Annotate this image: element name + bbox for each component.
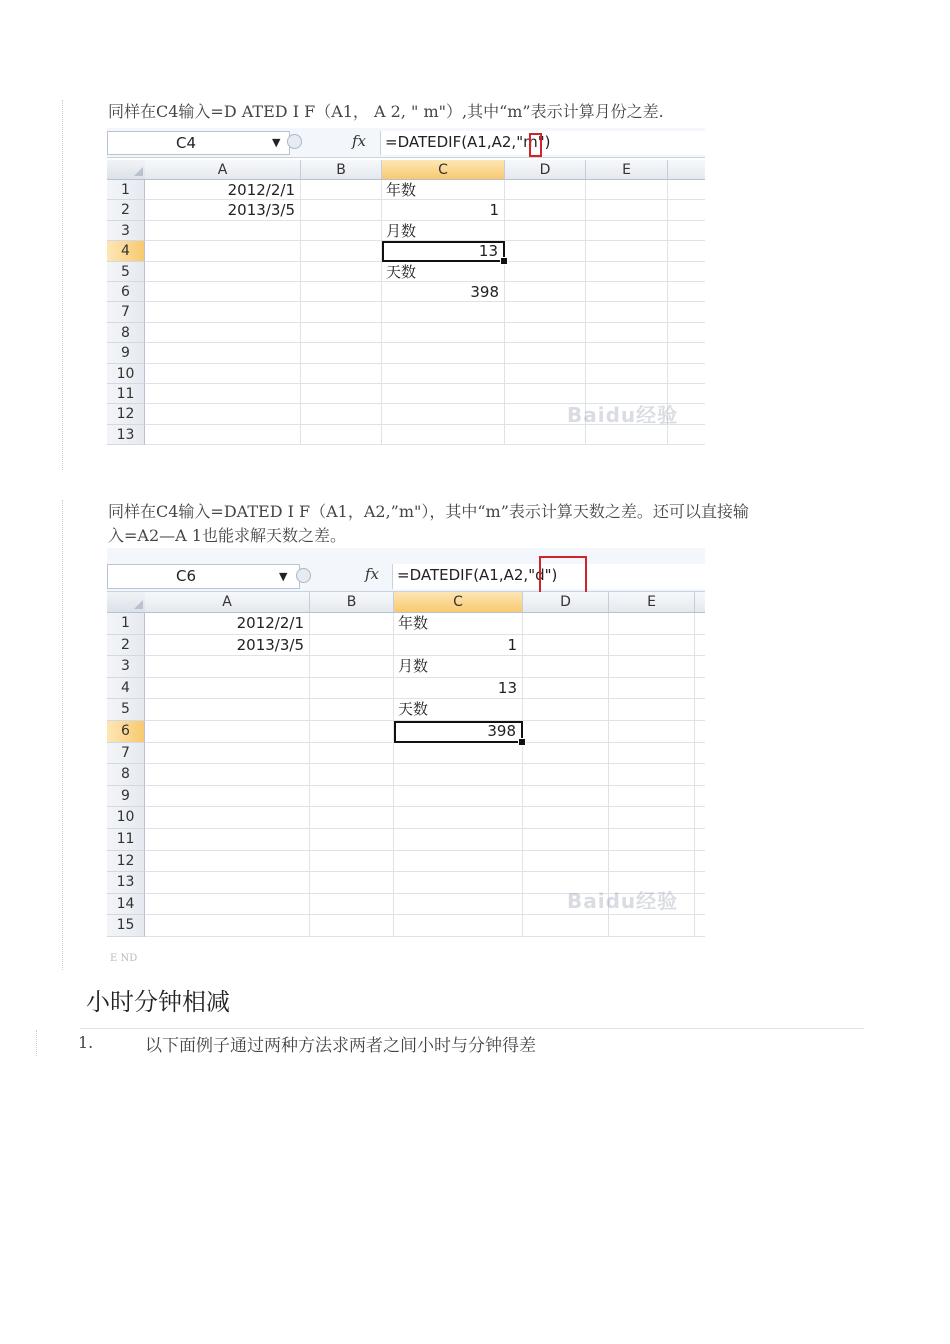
column-header-e[interactable]: E [609, 592, 695, 613]
cell-d11[interactable] [523, 829, 609, 851]
cell-b1[interactable] [301, 180, 382, 200]
cell-a6[interactable] [145, 282, 301, 302]
row-header-7[interactable]: 7 [107, 743, 145, 765]
cell-e11[interactable] [609, 829, 695, 851]
name-box[interactable] [107, 564, 300, 589]
cell-b7[interactable] [310, 743, 394, 765]
name-box-value: C4 [176, 134, 197, 152]
cell-c12[interactable] [394, 851, 523, 873]
row-header-2[interactable]: 2 [107, 635, 145, 657]
cell-e3[interactable] [609, 656, 695, 678]
cell-overflow [695, 656, 705, 678]
chevron-down-icon[interactable]: ▼ [272, 136, 281, 149]
cell-c3[interactable]: 月数 [382, 221, 505, 241]
cell-c15[interactable] [394, 915, 523, 937]
cell-c14[interactable] [394, 894, 523, 916]
cell-b11[interactable] [301, 384, 382, 404]
cell-b3[interactable] [301, 221, 382, 241]
row-header-13[interactable]: 13 [107, 872, 145, 894]
cell-e7[interactable] [586, 302, 668, 322]
cell-b12[interactable] [310, 851, 394, 873]
row-header-7[interactable]: 7 [107, 302, 145, 322]
cell-b6[interactable] [301, 282, 382, 302]
cell-b4[interactable] [310, 678, 394, 700]
cell-b2[interactable] [301, 200, 382, 220]
paragraph-month-difference: 同样在C4输入=D ATED I F（A1， A 2, " m"）,其中“m”表示计算月份之差. [108, 102, 664, 121]
cell-e2[interactable] [586, 200, 668, 220]
row-header-14[interactable]: 14 [107, 894, 145, 916]
column-header-a[interactable]: A [145, 592, 310, 613]
cell-a1[interactable]: 2012/2/1 [145, 180, 301, 200]
cell-d6[interactable] [505, 282, 586, 302]
column-header-a[interactable]: A [145, 160, 301, 180]
paragraph-day-difference-line-2: 入=A2—A 1也能求解天数之差。 [108, 526, 346, 545]
cell-b5[interactable] [310, 699, 394, 721]
cell-b15[interactable] [310, 915, 394, 937]
column-header-b[interactable]: B [310, 592, 394, 613]
cell-b2[interactable] [310, 635, 394, 657]
cell-c9[interactable] [382, 343, 505, 363]
cell-d1[interactable] [505, 180, 586, 200]
row-header-9[interactable]: 9 [107, 343, 145, 363]
cell-overflow [695, 743, 705, 765]
cell-d7[interactable] [523, 743, 609, 765]
cell-overflow [695, 764, 705, 786]
cell-b9[interactable] [310, 786, 394, 808]
row-header-12[interactable]: 12 [107, 404, 145, 424]
cell-b4[interactable] [301, 241, 382, 261]
cell-b8[interactable] [301, 323, 382, 343]
cell-overflow [668, 343, 705, 363]
cell-c5[interactable]: 天数 [394, 699, 523, 721]
name-box-value: C6 [176, 567, 197, 585]
cell-c9[interactable] [394, 786, 523, 808]
cell-e6[interactable] [586, 282, 668, 302]
row-header-11[interactable]: 11 [107, 384, 145, 404]
cell-d4[interactable] [505, 241, 586, 261]
cell-c6[interactable]: 398 [394, 721, 523, 743]
cell-overflow [695, 829, 705, 851]
column-header-b[interactable]: B [301, 160, 382, 180]
expand-circle-icon [296, 568, 311, 583]
row-header-2[interactable]: 2 [107, 200, 145, 220]
cell-c10[interactable] [394, 807, 523, 829]
cell-c7[interactable] [382, 302, 505, 322]
column-header-overflow [668, 160, 705, 180]
cell-a10[interactable] [145, 807, 310, 829]
list-item-text: 以下面例子通过两种方法求两者之间小时与分钟得差 [145, 1036, 536, 1056]
cell-d1[interactable] [523, 613, 609, 635]
cell-c3[interactable]: 月数 [394, 656, 523, 678]
column-header-c[interactable]: C [394, 592, 523, 613]
cell-a5[interactable] [145, 699, 310, 721]
row-header-10[interactable]: 10 [107, 364, 145, 384]
margin-guide [62, 500, 63, 970]
row-header-13[interactable]: 13 [107, 425, 145, 445]
cell-e5[interactable] [609, 699, 695, 721]
row-header-12[interactable]: 12 [107, 851, 145, 873]
cell-b7[interactable] [301, 302, 382, 322]
cell-d6[interactable] [523, 721, 609, 743]
cell-overflow [668, 282, 705, 302]
cell-b5[interactable] [301, 262, 382, 282]
heading-divider [80, 1028, 864, 1029]
cell-c11[interactable] [394, 829, 523, 851]
cell-b11[interactable] [310, 829, 394, 851]
cell-a13[interactable] [145, 872, 310, 894]
cell-a4[interactable] [145, 678, 310, 700]
cell-d2[interactable] [505, 200, 586, 220]
cell-a7[interactable] [145, 743, 310, 765]
cell-overflow [668, 200, 705, 220]
cell-a7[interactable] [145, 302, 301, 322]
cell-c1[interactable]: 年数 [382, 180, 505, 200]
cell-overflow [668, 364, 705, 384]
cell-b14[interactable] [310, 894, 394, 916]
cell-c8[interactable] [394, 764, 523, 786]
column-header-e[interactable]: E [586, 160, 668, 180]
formula-text: =DATEDIF(A1,A2,"d") [397, 566, 558, 584]
cell-a3[interactable] [145, 656, 310, 678]
cell-overflow [695, 699, 705, 721]
column-header-c[interactable]: C [382, 160, 505, 180]
cell-overflow [695, 613, 705, 635]
cell-e3[interactable] [586, 221, 668, 241]
cell-b12[interactable] [301, 404, 382, 424]
formula-text: =DATEDIF(A1,A2,"m") [385, 133, 551, 151]
cell-d5[interactable] [505, 262, 586, 282]
cell-c11[interactable] [382, 384, 505, 404]
column-header-d[interactable]: D [523, 592, 609, 613]
cell-c7[interactable] [394, 743, 523, 765]
cell-e10[interactable] [586, 364, 668, 384]
chevron-down-icon[interactable]: ▼ [279, 570, 288, 583]
cell-d8[interactable] [523, 764, 609, 786]
list-item-number: 1. [78, 1033, 94, 1052]
cell-overflow [695, 635, 705, 657]
cell-overflow [695, 915, 705, 937]
cell-b10[interactable] [301, 364, 382, 384]
row-header-9[interactable]: 9 [107, 786, 145, 808]
cell-c12[interactable] [382, 404, 505, 424]
watermark: Baidu经验 [567, 889, 679, 913]
cell-c1[interactable]: 年数 [394, 613, 523, 635]
row-header-1[interactable]: 1 [107, 180, 145, 200]
cell-c6[interactable]: 398 [382, 282, 505, 302]
cell-overflow [695, 807, 705, 829]
spreadsheet-screenshot-1 [107, 128, 705, 451]
watermark: Baidu经验 [567, 403, 679, 427]
cell-e2[interactable] [609, 635, 695, 657]
cell-d9[interactable] [523, 786, 609, 808]
cell-e4[interactable] [609, 678, 695, 700]
column-header-overflow [695, 592, 705, 613]
cell-c5[interactable]: 天数 [382, 262, 505, 282]
cell-c13[interactable] [394, 872, 523, 894]
cell-overflow [695, 678, 705, 700]
cell-a9[interactable] [145, 343, 301, 363]
cell-c2[interactable]: 1 [382, 200, 505, 220]
margin-guide [36, 1030, 37, 1056]
row-header-10[interactable]: 10 [107, 807, 145, 829]
section-heading: 小时分钟相减 [86, 988, 230, 1016]
formula-bar [107, 128, 705, 158]
cell-c13[interactable] [382, 425, 505, 445]
row-header-4[interactable]: 4 [107, 678, 145, 700]
cell-overflow [668, 221, 705, 241]
paragraph-day-difference-line-1: 同样在C4输入=DATED I F（A1，A2,”m"），其中“m”表示计算天数之差。还可以直接输 [108, 502, 749, 521]
function-icon[interactable]: fx [352, 132, 367, 150]
function-icon[interactable]: fx [365, 565, 380, 583]
cell-overflow [668, 262, 705, 282]
cell-a11[interactable] [145, 829, 310, 851]
end-label: E ND [110, 953, 138, 964]
cell-a9[interactable] [145, 786, 310, 808]
expand-circle-icon [287, 134, 302, 149]
row-header-4[interactable]: 4 [107, 241, 145, 261]
cell-a15[interactable] [145, 915, 310, 937]
row-header-5[interactable]: 5 [107, 699, 145, 721]
cell-e6[interactable] [609, 721, 695, 743]
cell-e4[interactable] [586, 241, 668, 261]
row-header-6[interactable]: 6 [107, 282, 145, 302]
select-all-corner[interactable] [107, 592, 147, 613]
cell-e9[interactable] [609, 786, 695, 808]
cell-d2[interactable] [523, 635, 609, 657]
cell-e1[interactable] [609, 613, 695, 635]
cell-a8[interactable] [145, 323, 301, 343]
cell-d5[interactable] [523, 699, 609, 721]
row-header-1[interactable]: 1 [107, 613, 145, 635]
cell-a13[interactable] [145, 425, 301, 445]
cell-overflow [695, 894, 705, 916]
cell-d3[interactable] [505, 221, 586, 241]
cell-d8[interactable] [505, 323, 586, 343]
cell-a10[interactable] [145, 364, 301, 384]
cell-e8[interactable] [586, 323, 668, 343]
cell-a11[interactable] [145, 384, 301, 404]
cell-a4[interactable] [145, 241, 301, 261]
cell-e5[interactable] [586, 262, 668, 282]
cell-d15[interactable] [523, 915, 609, 937]
cell-b13[interactable] [301, 425, 382, 445]
cell-d3[interactable] [523, 656, 609, 678]
cell-d10[interactable] [505, 364, 586, 384]
cell-e7[interactable] [609, 743, 695, 765]
cell-d10[interactable] [523, 807, 609, 829]
row-header-15[interactable]: 15 [107, 915, 145, 937]
formula-input[interactable] [380, 131, 705, 155]
cell-a12[interactable] [145, 851, 310, 873]
cell-c4[interactable]: 13 [382, 241, 505, 261]
cell-e1[interactable] [586, 180, 668, 200]
cell-b3[interactable] [310, 656, 394, 678]
cell-overflow [668, 241, 705, 261]
spreadsheet-screenshot-2 [107, 548, 705, 938]
cell-b10[interactable] [310, 807, 394, 829]
cell-c8[interactable] [382, 323, 505, 343]
row-header-3[interactable]: 3 [107, 656, 145, 678]
select-all-corner[interactable] [107, 160, 147, 180]
cell-overflow [668, 180, 705, 200]
cell-d7[interactable] [505, 302, 586, 322]
cell-overflow [695, 851, 705, 873]
highlight-box [529, 133, 542, 157]
cell-c2[interactable]: 1 [394, 635, 523, 657]
cell-a1[interactable]: 2012/2/1 [145, 613, 310, 635]
cell-e15[interactable] [609, 915, 695, 937]
cell-overflow [695, 786, 705, 808]
column-header-d[interactable]: D [505, 160, 586, 180]
row-header-5[interactable]: 5 [107, 262, 145, 282]
cell-overflow [668, 302, 705, 322]
cell-overflow [695, 721, 705, 743]
row-header-6[interactable]: 6 [107, 721, 145, 743]
cell-c10[interactable] [382, 364, 505, 384]
cell-e10[interactable] [609, 807, 695, 829]
cell-a2[interactable]: 2013/3/5 [145, 635, 310, 657]
cell-a3[interactable] [145, 221, 301, 241]
margin-guide [62, 100, 63, 470]
cell-overflow [695, 872, 705, 894]
cell-a12[interactable] [145, 404, 301, 424]
cell-b9[interactable] [301, 343, 382, 363]
cell-a5[interactable] [145, 262, 301, 282]
cell-e8[interactable] [609, 764, 695, 786]
cell-e12[interactable] [609, 851, 695, 873]
cell-overflow [668, 323, 705, 343]
cell-b6[interactable] [310, 721, 394, 743]
cell-a8[interactable] [145, 764, 310, 786]
formula-bar [107, 548, 705, 592]
cell-d9[interactable] [505, 343, 586, 363]
cell-a6[interactable] [145, 721, 310, 743]
cell-b8[interactable] [310, 764, 394, 786]
cell-b13[interactable] [310, 872, 394, 894]
row-header-8[interactable]: 8 [107, 764, 145, 786]
cell-b1[interactable] [310, 613, 394, 635]
cell-e9[interactable] [586, 343, 668, 363]
row-header-3[interactable]: 3 [107, 221, 145, 241]
cell-d4[interactable] [523, 678, 609, 700]
name-box[interactable] [107, 131, 290, 155]
row-header-8[interactable]: 8 [107, 323, 145, 343]
cell-a2[interactable]: 2013/3/5 [145, 200, 301, 220]
cell-d12[interactable] [523, 851, 609, 873]
row-header-11[interactable]: 11 [107, 829, 145, 851]
cell-c4[interactable]: 13 [394, 678, 523, 700]
cell-a14[interactable] [145, 894, 310, 916]
